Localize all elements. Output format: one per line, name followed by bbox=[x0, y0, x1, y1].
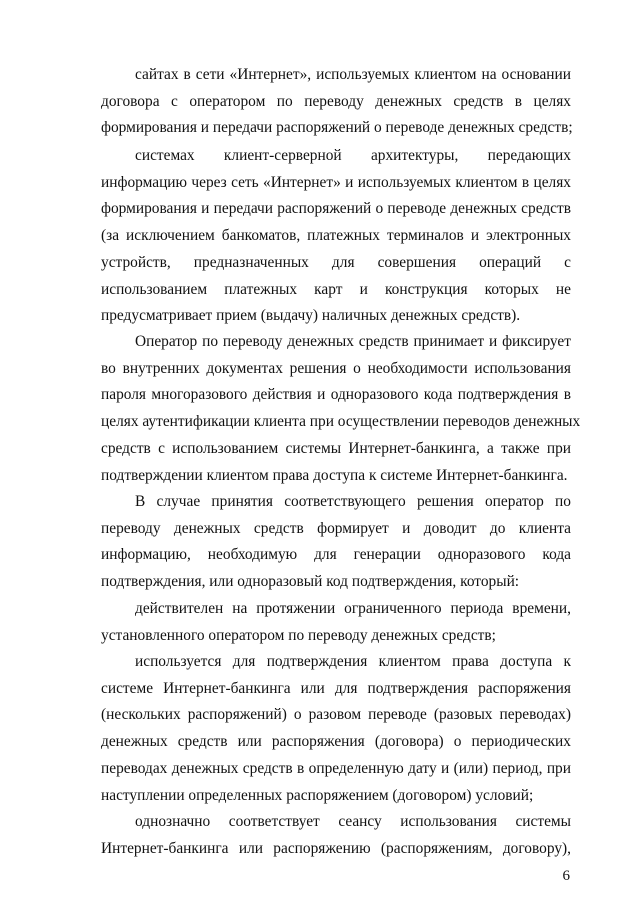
text-line: системе Интернет-банкинга или для подтверждения распоряжения bbox=[101, 679, 571, 697]
text-line: информацию, необходимую для генерации одноразового кода bbox=[101, 546, 571, 564]
text-line: подтверждения, или одноразовый код подтверждения, который: bbox=[101, 573, 520, 591]
text-line: (нескольких распоряжений) о разовом переводе (разовых переводах) bbox=[101, 706, 571, 724]
text-line: целях аутентификации клиента при осуществлении переводов денежных bbox=[101, 413, 581, 431]
text-line: средств с использованием системы Интернет-банкинга, а также при bbox=[101, 439, 571, 457]
text-line: денежных средств или распоряжения (договора) о периодических bbox=[101, 733, 571, 751]
text-line: системах клиент-серверной архитектуры, передающих bbox=[135, 147, 571, 164]
text-line: переводу денежных средств формирует и доводит до клиента bbox=[101, 519, 571, 537]
text-line: договора с оператором по переводу денежных средств в целях bbox=[101, 92, 571, 110]
paragraph-5 bbox=[101, 596, 571, 649]
text-line: информацию через сеть «Интернет» и используемых клиентом в целях bbox=[101, 173, 571, 191]
paragraph-4 bbox=[101, 489, 571, 596]
text-line: однозначно соответствует сеансу использования системы bbox=[135, 813, 571, 830]
text-line: В случае принятия соответствующего решения оператор по bbox=[135, 493, 571, 510]
text-line: переводах денежных средств в определенную дату и (или) период, при bbox=[101, 759, 571, 777]
text-line: пароля многоразового действия и одноразового кода подтверждения в bbox=[101, 386, 571, 404]
text-line: используется для подтверждения клиентом права доступа к bbox=[135, 653, 571, 670]
page-number: 6 bbox=[562, 868, 570, 884]
text-line: установленного оператором по переводу денежных средств; bbox=[101, 626, 496, 644]
text-line: формирования и передачи распоряжений о переводе денежных средств; bbox=[101, 119, 573, 137]
paragraph-2 bbox=[101, 143, 571, 330]
text-line: устройств, предназначенных для совершения операций с bbox=[101, 253, 571, 271]
paragraph-6 bbox=[101, 649, 571, 809]
text-line: Оператор по переводу денежных средств принимает и фиксирует bbox=[135, 333, 571, 350]
text-line: использованием платежных карт и конструкция которых не bbox=[101, 280, 571, 298]
text-line: действителен на протяжении ограниченного периода времени, bbox=[135, 600, 571, 617]
text-line: предусматривает прием (выдачу) наличных денежных средств). bbox=[101, 307, 521, 325]
text-line: сайтах в сети «Интернет», используемых клиентом на основании bbox=[135, 66, 571, 83]
text-line: формирования и передачи распоряжений о переводе денежных средств bbox=[101, 200, 571, 218]
paragraph-7 bbox=[101, 809, 571, 862]
paragraph-3 bbox=[101, 329, 581, 489]
text-line: Интернет-банкинга или распоряжению (распоряжениям, договору), bbox=[101, 839, 571, 857]
text-line: во внутренних документах решения о необходимости использования bbox=[101, 359, 571, 377]
text-line: подтверждении клиентом права доступа к системе Интернет-банкинга. bbox=[101, 466, 568, 484]
paragraph-1 bbox=[101, 62, 571, 142]
text-line: наступлении определенных распоряжением (договором) условий; bbox=[101, 786, 534, 804]
text-line: (за исключением банкоматов, платежных терминалов и электронных bbox=[101, 227, 571, 245]
